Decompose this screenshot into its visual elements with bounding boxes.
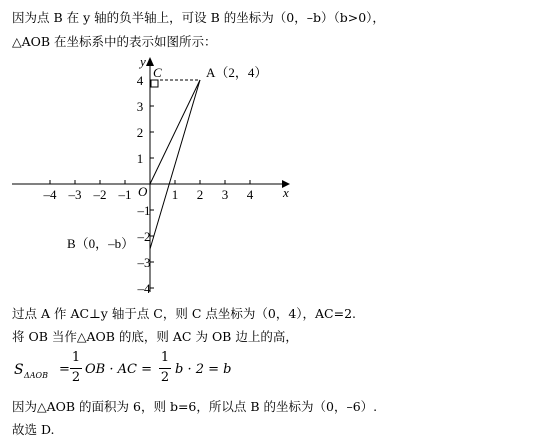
point-A-label: A（2，4） <box>206 65 268 80</box>
formula-tail: b · 2 = b <box>175 362 232 377</box>
explanation-line-1: 过点 A 作 AC⊥y 轴于点 C，则 C 点坐标为（0，4），AC=2. <box>12 306 357 321</box>
y-tick-label: –2 <box>137 229 151 244</box>
y-tick-label: –1 <box>137 203 151 218</box>
formula-half-den: 2 <box>71 370 81 385</box>
y-tick-label: 1 <box>136 151 144 166</box>
y-tick-label: –3 <box>137 255 151 270</box>
origin-label: O <box>138 184 148 199</box>
formula-subscript: ΔAOB <box>24 371 48 380</box>
segment-AB <box>150 80 200 249</box>
final-answer: 故选 D. <box>12 422 55 437</box>
intro-line-2: △AOB 在坐标系中的表示如图所示： <box>12 34 217 49</box>
formula-half-num: 1 <box>71 350 81 365</box>
right-angle-marker <box>151 80 158 87</box>
formula-frac-bar-2 <box>159 368 171 369</box>
x-tick-label: –2 <box>93 187 107 202</box>
formula-frac-bar <box>70 368 82 369</box>
y-tick-label: 3 <box>136 99 144 114</box>
x-tick-label: –1 <box>118 187 132 202</box>
y-axis-label: y <box>140 54 146 69</box>
formula-mid: OB · AC = <box>85 362 152 377</box>
area-formula <box>14 348 274 390</box>
y-tick-label: –4 <box>137 281 151 296</box>
explanation-line-3: 因为△AOB 的面积为 6，则 b=6，所以点 B 的坐标为（0，–6）. <box>12 399 378 414</box>
point-C-label: C <box>153 65 162 80</box>
x-axis-label: x <box>283 185 289 200</box>
segment-OA <box>150 80 200 184</box>
y-tick-label: 2 <box>136 125 144 140</box>
x-tick-label: –3 <box>68 187 82 202</box>
x-tick-label: –4 <box>43 187 57 202</box>
x-tick-label: 3 <box>221 187 229 202</box>
formula-s: S <box>14 362 24 378</box>
x-tick-label: 2 <box>196 187 204 202</box>
formula-half-den-2: 2 <box>160 370 170 385</box>
x-tick-label: 4 <box>246 187 254 202</box>
explanation-line-2: 将 OB 当作△AOB 的底，则 AC 为 OB 边上的高， <box>12 329 298 344</box>
formula-equals: = <box>59 362 70 377</box>
formula-half-num-2: 1 <box>160 350 170 365</box>
point-B-label: B（0，–b） <box>67 236 135 251</box>
x-tick-label: 1 <box>171 187 179 202</box>
y-tick-label: 4 <box>136 73 144 88</box>
intro-line-1: 因为点 B 在 y 轴的负半轴上，可设 B 的坐标为（0，–b）（b>0）， <box>12 10 385 25</box>
